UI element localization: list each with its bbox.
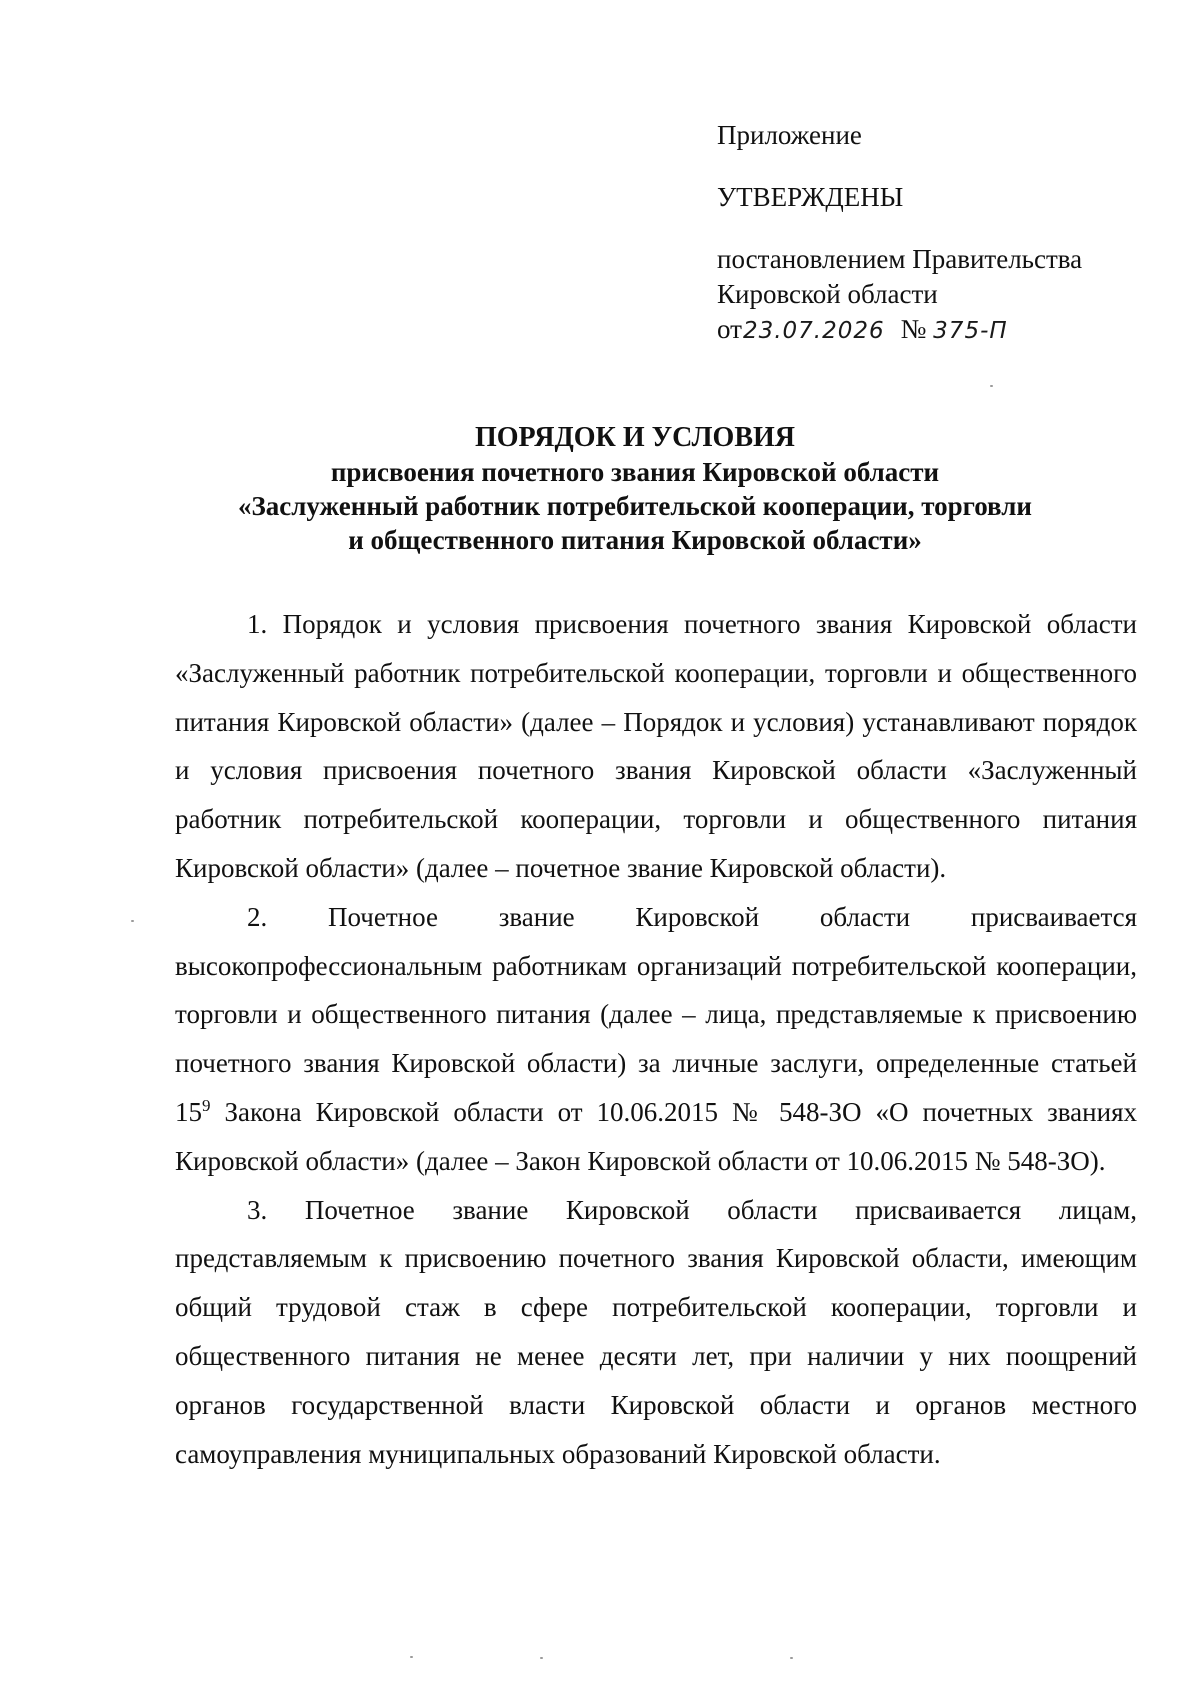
article-superscript: 9 (202, 1095, 211, 1115)
paragraph-2-text-b: Закона Кировской области от 10.06.2015 № 548-ЗО «О почетных званиях Кировской области» (далее – Закон Кировской области от 10.06.2015 № 548-ЗО). (175, 1096, 1137, 1176)
title-line-4: и общественного питания Кировской области» (348, 525, 922, 555)
scan-speck (990, 385, 993, 387)
paragraph-2 (175, 893, 1137, 1186)
scan-speck (540, 1657, 543, 1659)
decree-date-line (717, 312, 1157, 349)
handwritten-date: 23.07.2026 (742, 318, 885, 344)
document-body (175, 600, 1137, 1478)
document-title (170, 421, 1100, 557)
title-line-3: «Заслуженный работник потребительской кооперации, торговли (238, 491, 1032, 521)
title-line-2: присвоения почетного звания Кировской области (330, 457, 940, 487)
approved-label: УТВЕРЖДЕНЫ (717, 182, 904, 212)
paragraph-2-text-a: 2. Почетное звание Кировской области присваивается высокопрофессиональным работникам организаций потребительской кооперации, торговли и общественного питания (далее – лица, представляемые к присвоению почетного звания Кировской области) за личные заслуги, определенные статьей 15 (175, 901, 1137, 1127)
scan-speck (131, 920, 134, 922)
appendix-label: Приложение (717, 120, 862, 150)
scan-speck (410, 1656, 413, 1658)
paragraph-1: 1. Порядок и условия присвоения почетного звания Кировской области «Заслуженный работник потребительской кооперации, торговли и общественного питания Кировской области» (далее – Порядок и условия) устанавливают порядок и условия присвоения почетного звания Кировской области «Заслуженный работник потребительской кооперации, торговли и общественного питания Кировской области» (далее – почетное звание Кировской области). (175, 609, 1137, 883)
scan-speck (790, 1657, 793, 1659)
paragraph-3: 3. Почетное звание Кировской области присваивается лицам, представляемым к присвоению почетного звания Кировской области, имеющим общий трудовой стаж в сфере потребительской кооперации, торговли и общественного питания не менее десяти лет, при наличии у них поощрений органов государственной власти Кировской области и органов местного самоуправления муниципальных образований Кировской области. (175, 1194, 1137, 1469)
title-main: ПОРЯДОК И УСЛОВИЯ (474, 422, 795, 453)
handwritten-number: 375-П (933, 318, 1008, 344)
date-prefix: от (717, 314, 742, 344)
decree-line-2: Кировской области (717, 279, 938, 309)
number-prefix: № (900, 314, 927, 344)
approval-block (717, 118, 1157, 349)
decree-line-1: постановлением Правительства (717, 244, 1083, 274)
